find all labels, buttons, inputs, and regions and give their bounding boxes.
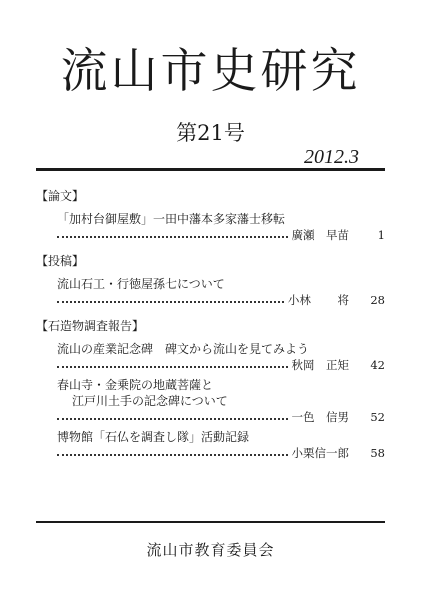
- dot-leader: [57, 301, 284, 303]
- article-byline: [36, 357, 385, 373]
- article-author: 廣瀬 早苗: [291, 228, 349, 242]
- article-title: 流山石工・行徳屋孫七について: [57, 277, 225, 291]
- article-author: 一色 信男: [291, 410, 349, 424]
- article-byline: [36, 445, 385, 461]
- section-toukou: [36, 253, 385, 308]
- toc-entry: [36, 377, 385, 425]
- bottom-divider: [36, 521, 385, 523]
- article-title: 流山の産業記念碑 碑文から流山を見てみよう: [57, 342, 310, 356]
- article-author: 小栗信一郎: [291, 446, 349, 460]
- toc-entry: [36, 429, 385, 461]
- article-byline: [36, 409, 385, 425]
- publisher: 流山市教育委員会: [146, 541, 275, 559]
- toc-entry: [36, 276, 385, 308]
- issue-date: 2012.3: [304, 146, 359, 168]
- article-page: 28: [370, 293, 385, 307]
- article-page: 52: [370, 410, 385, 424]
- article-title: 「加村台御屋敷」一田中藩本多家藩士移転: [57, 212, 286, 226]
- section-heading: 【論文】: [36, 189, 85, 203]
- dot-leader: [57, 366, 288, 368]
- article-author: 小林 将: [287, 293, 349, 307]
- article-title: 博物館「石仏を調査し隊」活動記録: [57, 430, 250, 444]
- dot-leader: [57, 418, 288, 420]
- journal-title: 流山市史研究: [60, 44, 361, 99]
- issue-number: 第21号: [176, 121, 245, 145]
- article-byline: [36, 227, 385, 243]
- toc-entry: [36, 211, 385, 243]
- section-heading: 【投稿】: [36, 254, 85, 268]
- section-heading: 【石造物調査報告】: [36, 319, 145, 333]
- dot-leader: [57, 454, 288, 456]
- article-title: 春山寺・金乗院の地蔵菩薩と: [57, 378, 214, 392]
- article-page: 42: [370, 358, 385, 372]
- article-page: 58: [370, 446, 385, 460]
- article-author: 秋岡 正矩: [291, 358, 349, 372]
- article-title-continued: 江戸川土手の記念碑について: [72, 394, 228, 408]
- top-divider: [36, 168, 385, 171]
- dot-leader: [57, 236, 288, 238]
- article-byline: [36, 292, 385, 308]
- section-stone-survey: [36, 318, 385, 461]
- section-ronbun: [36, 188, 385, 243]
- toc-entry: [36, 341, 385, 373]
- article-page: 1: [377, 228, 385, 242]
- table-of-contents: [36, 188, 385, 471]
